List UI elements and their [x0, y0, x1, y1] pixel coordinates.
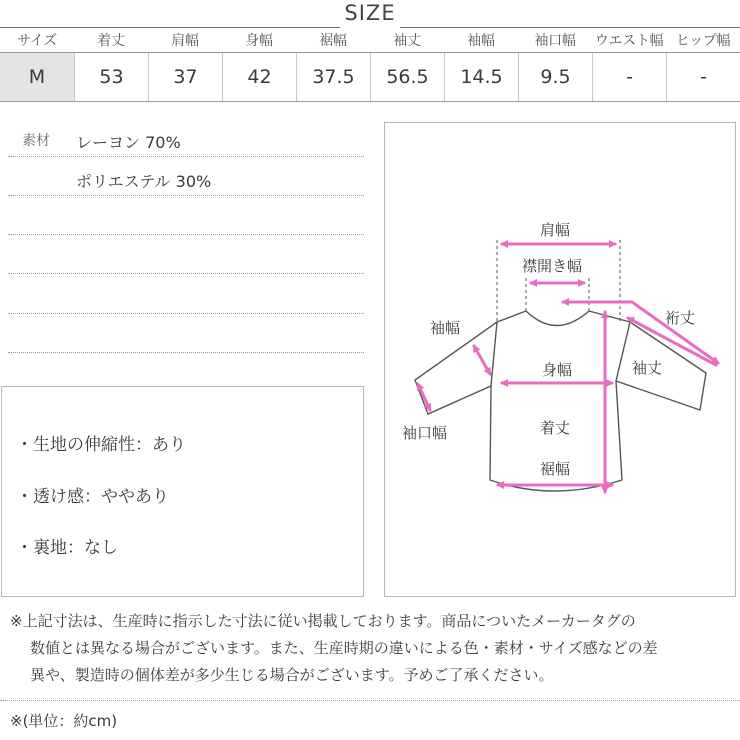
material-line-1: レーヨン 70%: [76, 133, 181, 152]
header-length: 着丈: [97, 33, 125, 49]
header-hip-width: ヒップ幅: [675, 33, 731, 49]
label-length: 着丈: [540, 419, 571, 437]
header-size: サイズ: [17, 33, 57, 49]
cell-size: M: [0, 53, 74, 101]
cell-cuff-width: 9.5: [518, 53, 592, 101]
material-label: 素材: [22, 133, 50, 149]
material-divider: [8, 156, 364, 157]
cell-sleeve-width: 14.5: [444, 53, 518, 101]
arrow-cuff: [418, 384, 430, 410]
label-cuff: 袖口幅: [402, 424, 448, 442]
cell-sleeve-length: 56.5: [370, 53, 444, 101]
material-divider: [8, 352, 364, 353]
unit-note: ※(単位：約cm): [10, 712, 118, 730]
arrow-sleeve-width: [474, 346, 490, 374]
label-body-width: 身幅: [542, 361, 573, 379]
header-sleeve-width: 袖幅: [467, 33, 495, 49]
feature-stretch: ・生地の伸縮性：あり: [16, 435, 186, 455]
header-waist-width: ウエスト幅: [594, 33, 664, 49]
garment-diagram: [384, 122, 736, 597]
label-yuki: 裄丈: [665, 309, 696, 327]
material-divider: [8, 273, 364, 274]
cell-hip-width: -: [666, 53, 740, 101]
label-neck: 襟開き幅: [522, 257, 583, 275]
title-rule-right: [400, 27, 740, 28]
header-shoulder: 肩幅: [171, 33, 199, 49]
table-row: [0, 52, 740, 102]
material-divider: [8, 195, 364, 196]
guide-lines: [497, 240, 620, 322]
size-title: SIZE: [344, 1, 396, 25]
note-line-2: 数値とは異なる場合がございます。また、生産時期の違いによる色・素材・サイズ感などの差: [30, 639, 658, 657]
title-rule-left: [0, 27, 340, 28]
feature-lining: ・裏地：なし: [16, 538, 118, 558]
header-body-width: 身幅: [245, 33, 273, 49]
label-shoulder: 肩幅: [540, 221, 571, 239]
cell-shoulder: 37: [148, 53, 222, 101]
material-divider: [8, 234, 364, 235]
note-line-3: 異や、製造時の個体差が多少生じる場合がございます。予めご了承ください。: [30, 666, 554, 684]
bottom-divider: [0, 700, 740, 701]
cell-hem-width: 37.5: [296, 53, 370, 101]
header-sleeve-length: 袖丈: [393, 33, 421, 49]
material-divider: [8, 313, 364, 314]
cell-body-width: 42: [222, 53, 296, 101]
cell-length: 53: [74, 53, 148, 101]
label-sleeve-length: 袖丈: [632, 359, 663, 377]
notes: [10, 608, 730, 689]
label-hem: 裾幅: [540, 460, 571, 478]
note-line-1: ※上記寸法は、生産時に指示した寸法に従い掲載しております。商品についたメーカータグの: [10, 612, 636, 630]
label-sleeve-width: 袖幅: [430, 319, 461, 337]
feature-sheerness: ・透け感：ややあり: [16, 487, 169, 507]
material-line-2: ポリエステル 30%: [76, 172, 212, 191]
header-cuff-width: 袖口幅: [534, 33, 576, 49]
cell-waist-width: -: [592, 53, 666, 101]
header-hem-width: 裾幅: [319, 33, 347, 49]
table-header-row: [0, 30, 740, 52]
